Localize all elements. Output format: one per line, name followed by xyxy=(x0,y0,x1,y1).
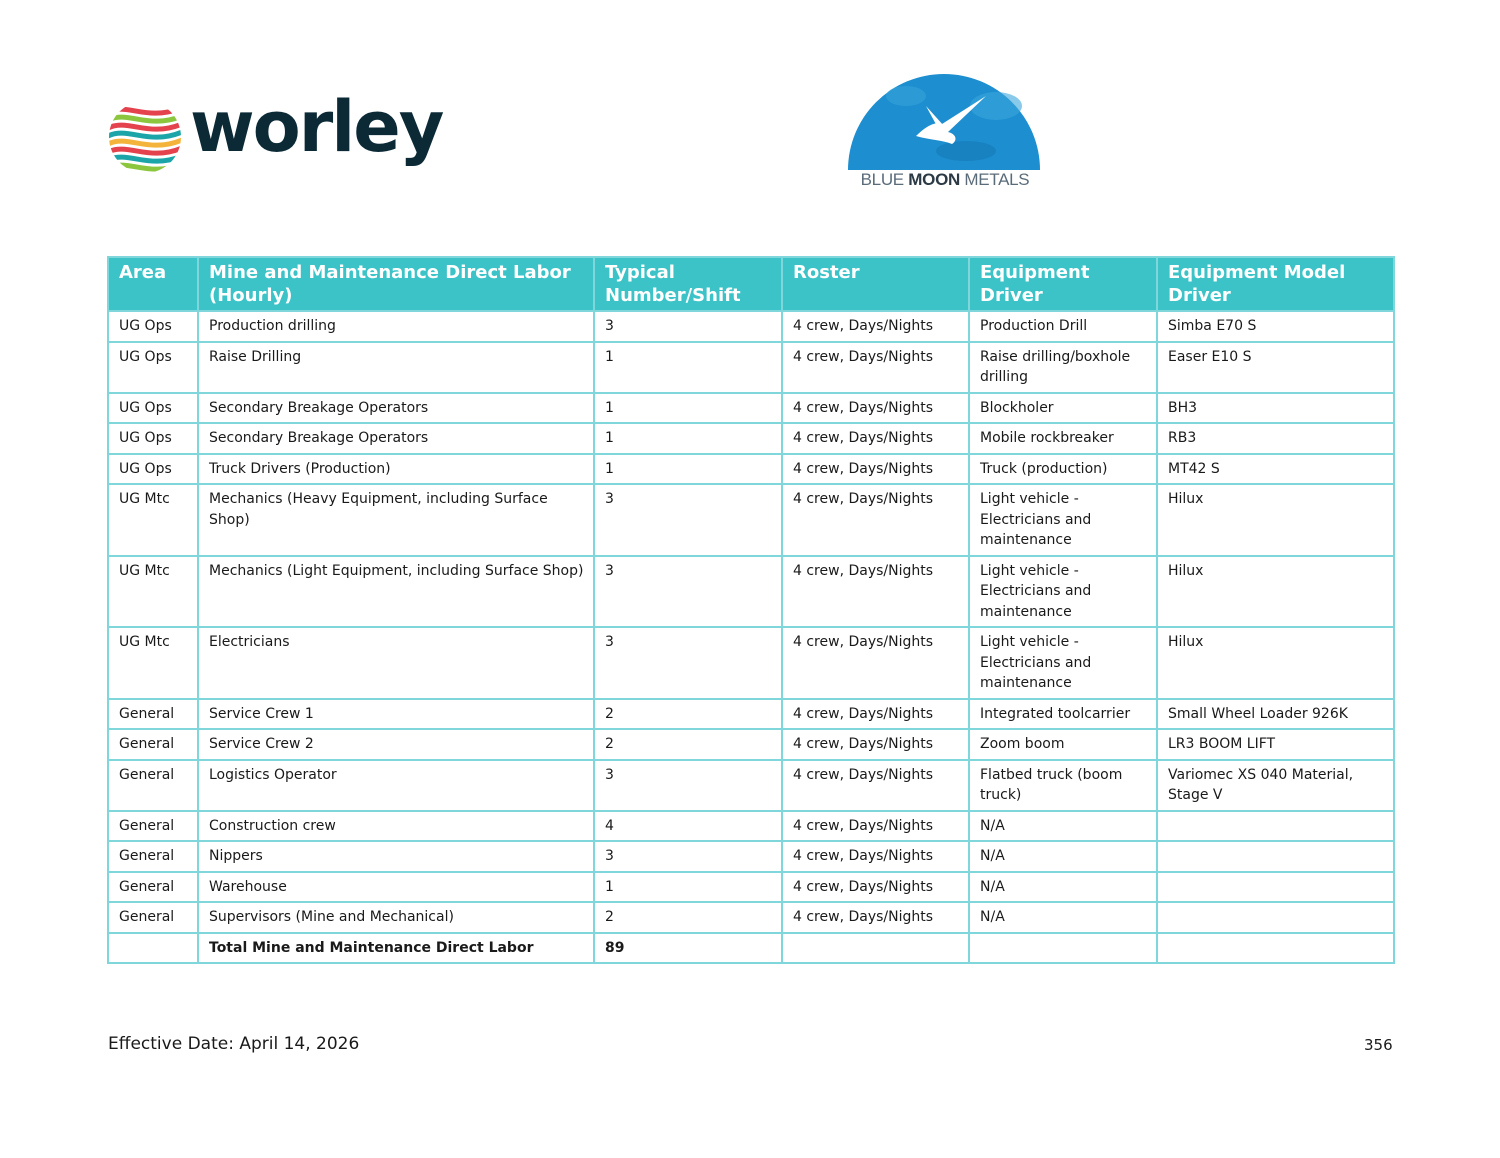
blue-moon-metals-wordmark: BLUE MOON METALS xyxy=(860,170,1030,189)
header-area: Area xyxy=(108,257,198,311)
cell-number: 1 xyxy=(594,454,782,485)
cell-area: UG Mtc xyxy=(108,484,198,556)
cell-number: 4 xyxy=(594,811,782,842)
cell-number: 2 xyxy=(594,902,782,933)
cell-equipment: Production Drill xyxy=(969,311,1157,342)
worley-swirl-icon xyxy=(106,98,184,176)
blue-moon-metals-logo xyxy=(842,66,1048,196)
table-row xyxy=(108,393,1394,424)
cell-number: 1 xyxy=(594,393,782,424)
effective-date: Effective Date: April 14, 2026 xyxy=(108,1034,360,1054)
cell-area: General xyxy=(108,811,198,842)
cell-labor: Service Crew 2 xyxy=(198,729,594,760)
table-row xyxy=(108,841,1394,872)
table-row xyxy=(108,760,1394,811)
cell-equipment: Truck (production) xyxy=(969,454,1157,485)
cell-labor: Truck Drivers (Production) xyxy=(198,454,594,485)
worley-logo xyxy=(106,86,443,180)
cell-labor: Mechanics (Heavy Equipment, including Surface Shop) xyxy=(198,484,594,556)
cell-roster: 4 crew, Days/Nights xyxy=(782,811,969,842)
total-value: 89 xyxy=(594,933,782,964)
cell-labor: Logistics Operator xyxy=(198,760,594,811)
cell-roster: 4 crew, Days/Nights xyxy=(782,556,969,628)
cell-equipment: Zoom boom xyxy=(969,729,1157,760)
cell-labor: Nippers xyxy=(198,841,594,872)
cell-labor: Warehouse xyxy=(198,872,594,903)
cell-roster: 4 crew, Days/Nights xyxy=(782,423,969,454)
table-row xyxy=(108,811,1394,842)
table-row xyxy=(108,902,1394,933)
cell-area: UG Ops xyxy=(108,342,198,393)
cell-model xyxy=(1157,933,1394,964)
cell-model xyxy=(1157,841,1394,872)
cell-equipment: Light vehicle - Electricians and maintenance xyxy=(969,556,1157,628)
table-row xyxy=(108,556,1394,628)
cell-equipment: N/A xyxy=(969,872,1157,903)
cell-model xyxy=(1157,811,1394,842)
cell-equipment: Flatbed truck (boom truck) xyxy=(969,760,1157,811)
header-roster: Roster xyxy=(782,257,969,311)
cell-number: 3 xyxy=(594,760,782,811)
cell-roster: 4 crew, Days/Nights xyxy=(782,342,969,393)
table-row xyxy=(108,423,1394,454)
cell-equipment: Light vehicle - Electricians and maintenance xyxy=(969,484,1157,556)
cell-labor: Raise Drilling xyxy=(198,342,594,393)
cell-roster: 4 crew, Days/Nights xyxy=(782,902,969,933)
cell-area: General xyxy=(108,729,198,760)
cell-labor: Secondary Breakage Operators xyxy=(198,423,594,454)
cell-equipment: N/A xyxy=(969,902,1157,933)
cell-number: 3 xyxy=(594,311,782,342)
cell-area: UG Ops xyxy=(108,423,198,454)
cell-area: UG Ops xyxy=(108,393,198,424)
total-label: Total Mine and Maintenance Direct Labor xyxy=(198,933,594,964)
cell-model: MT42 S xyxy=(1157,454,1394,485)
cell-roster xyxy=(782,933,969,964)
table-row xyxy=(108,729,1394,760)
cell-roster: 4 crew, Days/Nights xyxy=(782,311,969,342)
cell-equipment: Mobile rockbreaker xyxy=(969,423,1157,454)
table-row xyxy=(108,699,1394,730)
table-row xyxy=(108,454,1394,485)
cell-number: 3 xyxy=(594,556,782,628)
cell-model: Easer E10 S xyxy=(1157,342,1394,393)
header-equipment-model: Equipment Model Driver xyxy=(1157,257,1394,311)
cell-equipment: Blockholer xyxy=(969,393,1157,424)
cell-area: General xyxy=(108,902,198,933)
cell-area: General xyxy=(108,699,198,730)
cell-equipment: Raise drilling/boxhole drilling xyxy=(969,342,1157,393)
cell-area: UG Mtc xyxy=(108,556,198,628)
cell-model: Small Wheel Loader 926K xyxy=(1157,699,1394,730)
cell-model: BH3 xyxy=(1157,393,1394,424)
cell-labor: Mechanics (Light Equipment, including Surface Shop) xyxy=(198,556,594,628)
cell-area: UG Ops xyxy=(108,311,198,342)
cell-area: General xyxy=(108,760,198,811)
cell-number: 2 xyxy=(594,699,782,730)
cell-labor: Secondary Breakage Operators xyxy=(198,393,594,424)
cell-area: General xyxy=(108,872,198,903)
table-row xyxy=(108,342,1394,393)
cell-model: Hilux xyxy=(1157,627,1394,699)
table-row xyxy=(108,627,1394,699)
cell-roster: 4 crew, Days/Nights xyxy=(782,841,969,872)
cell-roster: 4 crew, Days/Nights xyxy=(782,484,969,556)
cell-area: UG Mtc xyxy=(108,627,198,699)
cell-model: RB3 xyxy=(1157,423,1394,454)
worley-wordmark: worley xyxy=(190,86,443,168)
cell-model xyxy=(1157,872,1394,903)
cell-model: Variomec XS 040 Material, Stage V xyxy=(1157,760,1394,811)
table-total-row xyxy=(108,933,1394,964)
cell-model: Simba E70 S xyxy=(1157,311,1394,342)
table-row xyxy=(108,484,1394,556)
cell-labor: Production drilling xyxy=(198,311,594,342)
cell-labor: Service Crew 1 xyxy=(198,699,594,730)
cell-area: General xyxy=(108,841,198,872)
table-row xyxy=(108,872,1394,903)
cell-equipment: N/A xyxy=(969,811,1157,842)
cell-model: LR3 BOOM LIFT xyxy=(1157,729,1394,760)
cell-equipment xyxy=(969,933,1157,964)
page-number: 356 xyxy=(1364,1036,1393,1054)
header-labor: Mine and Maintenance Direct Labor (Hourly) xyxy=(198,257,594,311)
cell-number: 1 xyxy=(594,342,782,393)
cell-model xyxy=(1157,902,1394,933)
cell-number: 1 xyxy=(594,872,782,903)
cell-equipment: N/A xyxy=(969,841,1157,872)
cell-equipment: Light vehicle - Electricians and maintenance xyxy=(969,627,1157,699)
cell-roster: 4 crew, Days/Nights xyxy=(782,729,969,760)
cell-model: Hilux xyxy=(1157,556,1394,628)
cell-roster: 4 crew, Days/Nights xyxy=(782,699,969,730)
cell-number: 3 xyxy=(594,627,782,699)
table-header-row xyxy=(108,257,1394,311)
table-row xyxy=(108,311,1394,342)
cell-number: 1 xyxy=(594,423,782,454)
cell-number: 3 xyxy=(594,484,782,556)
cell-model: Hilux xyxy=(1157,484,1394,556)
header-equipment-driver: Equipment Driver xyxy=(969,257,1157,311)
direct-labor-table xyxy=(107,256,1395,964)
cell-labor: Electricians xyxy=(198,627,594,699)
cell-number: 2 xyxy=(594,729,782,760)
cell-roster: 4 crew, Days/Nights xyxy=(782,760,969,811)
header-number-per-shift: Typical Number/Shift xyxy=(594,257,782,311)
cell-area: UG Ops xyxy=(108,454,198,485)
cell-roster: 4 crew, Days/Nights xyxy=(782,627,969,699)
cell-number: 3 xyxy=(594,841,782,872)
cell-roster: 4 crew, Days/Nights xyxy=(782,872,969,903)
cell-labor: Construction crew xyxy=(198,811,594,842)
moon-bird-icon xyxy=(846,66,1042,170)
cell-labor: Supervisors (Mine and Mechanical) xyxy=(198,902,594,933)
cell-area xyxy=(108,933,198,964)
cell-roster: 4 crew, Days/Nights xyxy=(782,454,969,485)
cell-roster: 4 crew, Days/Nights xyxy=(782,393,969,424)
cell-equipment: Integrated toolcarrier xyxy=(969,699,1157,730)
